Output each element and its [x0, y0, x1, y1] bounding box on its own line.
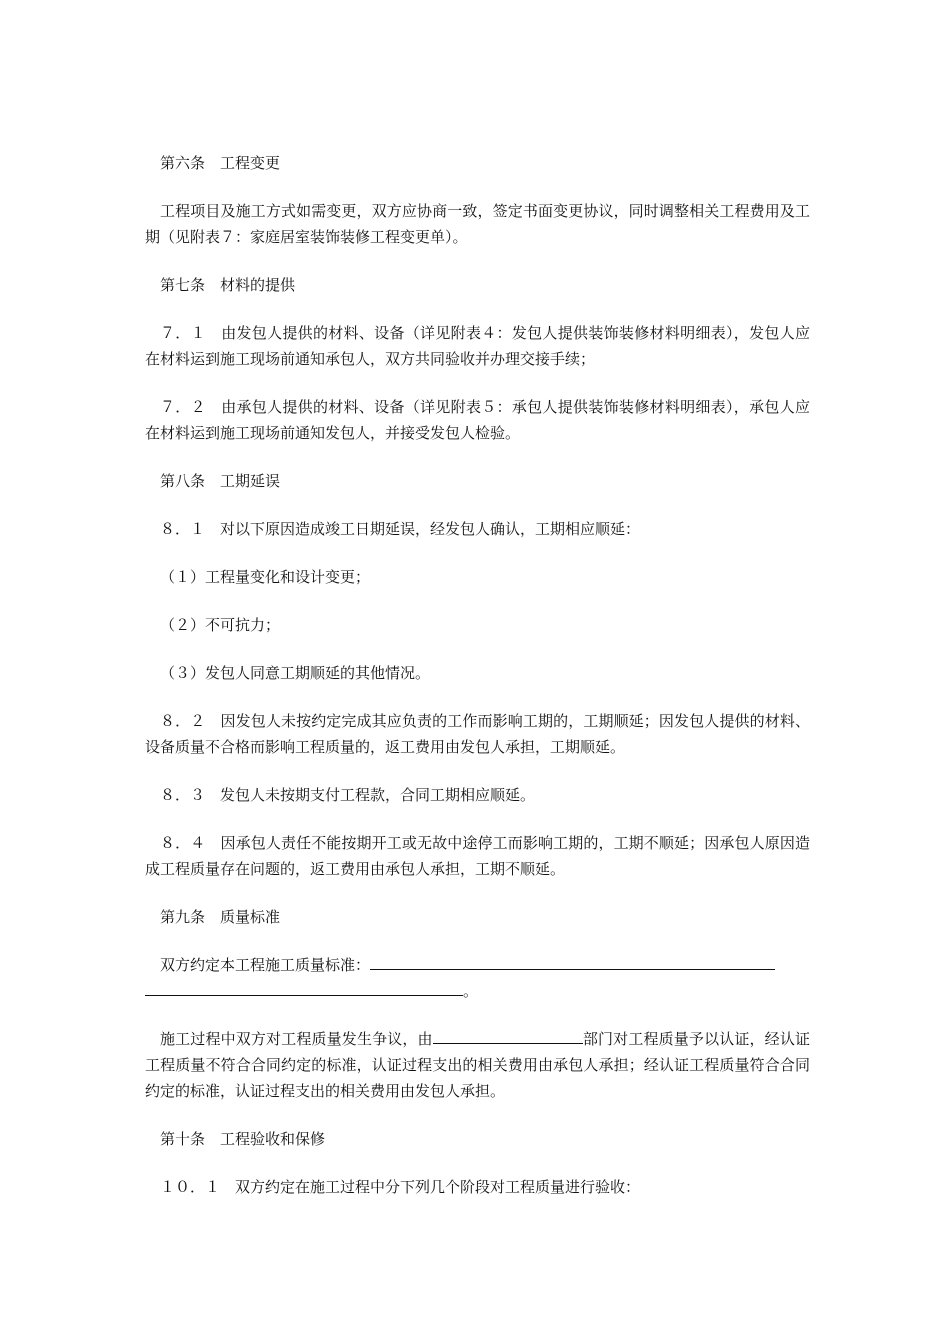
clause-8-3: ８．３ 发包人未按期支付工程款，合同工期相应顺延。: [160, 786, 536, 804]
article-7-heading: 第七条 材料的提供: [160, 276, 296, 294]
article-8-heading: 第八条 工期延误: [160, 472, 281, 490]
quality-standard-blank-line-1: [370, 953, 775, 970]
article-10-heading: 第十条 工程验收和保修: [160, 1130, 326, 1148]
clause-7-1: ７．１ 由发包人提供的材料、设备（详见附表４：发包人提供装饰装修材料明细表），发包人应在材料运到施工现场前通知承包人，双方共同验收并办理交接手续；: [145, 324, 810, 368]
quality-dispute-post: 部门对工程质量予以认证，经认证工程质量不符合合同约定的标准，认证过程支出的相关费用由承包人承担；经认证工程质量符合合同约定的标准，认证过程支出的相关费用由发包人承担。: [145, 1030, 810, 1100]
clause-8-2: ８．２ 因发包人未按约定完成其应负责的工作而影响工期的，工期顺延；因发包人提供的材料、设备质量不合格而影响工程质量的，返工费用由发包人承担，工期顺延。: [145, 712, 810, 756]
quality-standard-label: 双方约定本工程施工质量标准：: [160, 956, 371, 974]
clause-10-1: １０．１ 双方约定在施工过程中分下列几个阶段对工程质量进行验收：: [160, 1178, 641, 1196]
certification-department-blank: [433, 1027, 583, 1044]
clause-8-1-item-3: （３）发包人同意工期顺延的其他情况。: [160, 664, 431, 682]
clause-8-1-item-1: （１）工程量变化和设计变更；: [160, 568, 371, 586]
quality-standard-blank-line-2: [145, 979, 463, 996]
quality-standard-second-line: [145, 978, 810, 1004]
clause-8-4: ８．４ 因承包人责任不能按期开工或无故中途停工而影响工期的，工期不顺延；因承包人原因造成工程质量存在问题的，返工费用由承包人承担，工期不顺延。: [145, 834, 810, 878]
quality-standard-paragraph: [145, 952, 810, 1004]
article-6-heading: 第六条 工程变更: [160, 154, 281, 172]
quality-dispute-pre: 施工过程中双方对工程质量发生争议，由: [160, 1030, 433, 1048]
clause-7-2: ７．２ 由承包人提供的材料、设备（详见附表５：承包人提供装饰装修材料明细表），承包人应在材料运到施工现场前通知发包人，并接受发包人检验。: [145, 398, 810, 442]
article-6-paragraph: 工程项目及施工方式如需变更，双方应协商一致，签定书面变更协议，同时调整相关工程费用及工期（见附表７：家庭居室装饰装修工程变更单）。: [145, 202, 810, 246]
clause-8-1: ８．１ 对以下原因造成竣工日期延误，经发包人确认，工期相应顺延：: [160, 520, 641, 538]
article-9-heading: 第九条 质量标准: [160, 908, 281, 926]
clause-8-1-item-2: （２）不可抗力；: [160, 616, 281, 634]
document-body: [145, 150, 810, 1200]
quality-dispute-paragraph: [145, 1026, 810, 1104]
quality-standard-end: 。: [463, 982, 479, 1000]
